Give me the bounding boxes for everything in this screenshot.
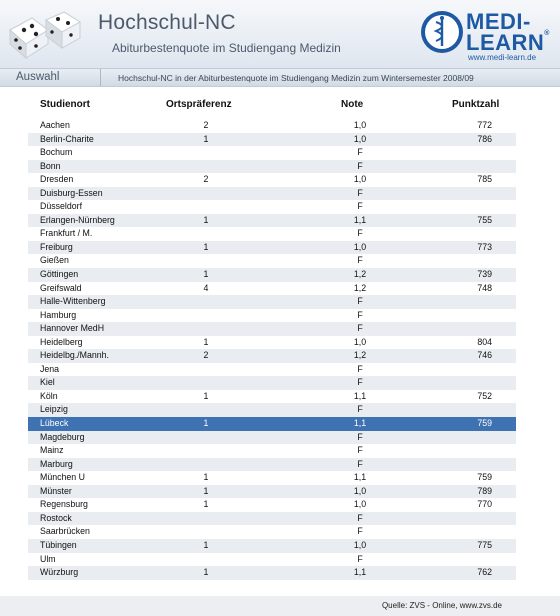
source-note: Quelle: ZVS - Online, www.zvs.de [381,601,502,610]
note-cell: F [357,404,363,415]
note-cell: F [357,445,363,456]
table-row[interactable] [28,322,516,336]
note-cell: 1,1 [353,214,367,225]
note-cell: F [357,187,363,198]
column-header-note: Note [341,99,364,110]
table-row[interactable] [28,336,516,350]
note-cell: F [357,512,363,523]
selection-bar [0,68,560,87]
logo-text-line2-word: LEARN [466,30,545,55]
studienort-cell: Bonn [40,160,61,171]
table-row[interactable] [28,254,516,268]
ortspraeferenz-cell: 4 [203,282,209,293]
table-row[interactable] [28,227,516,241]
header [0,0,560,68]
column-header-ortspraeferenz: Ortspräferenz [166,99,232,110]
table-row[interactable] [28,295,516,309]
table-row[interactable] [28,349,516,363]
table-row[interactable] [28,282,516,296]
note-cell: F [357,160,363,171]
studienort-cell: Magdeburg [40,431,85,442]
table-row[interactable] [28,458,516,472]
studienort-cell: Göttingen [40,269,79,280]
punktzahl-cell: 759 [477,418,492,429]
note-cell: 1,0 [353,485,367,496]
studienort-cell: Aachen [40,120,70,130]
note-cell: 1,0 [353,174,367,185]
punktzahl-cell: 773 [477,241,492,252]
note-cell: 1,1 [353,472,367,483]
studienort-cell: Frankfurt / M. [40,228,93,239]
selection-divider [100,69,101,86]
note-cell: 1,0 [353,336,367,347]
studienort-cell: Freiburg [40,241,73,252]
note-cell: 1,0 [353,133,367,144]
studienort-cell: Berlin-Charite [40,133,94,144]
note-cell: 1,1 [353,567,367,578]
note-cell: 1,0 [353,539,367,550]
table-row[interactable] [28,553,516,567]
studienort-cell: Heidelberg [40,336,83,347]
ortspraeferenz-cell: 1 [203,390,209,401]
ortspraeferenz-cell: 1 [203,336,209,347]
note-cell: 1,0 [353,120,367,130]
table-row[interactable] [28,431,516,445]
ortspraeferenz-cell: 1 [203,539,209,550]
ortspraeferenz-cell: 1 [203,241,209,252]
studienort-cell: Münster [40,485,72,496]
punktzahl-cell: 786 [477,133,492,144]
note-cell: F [357,201,363,212]
logo-url[interactable]: www.medi-learn.de [468,53,537,62]
table-row[interactable] [28,187,516,201]
table-row[interactable] [28,214,516,228]
punktzahl-cell: 752 [477,390,492,401]
punktzahl-cell: 739 [477,269,492,280]
studienort-cell: Mainz [40,445,64,456]
table-row[interactable] [28,363,516,377]
studienort-cell: Rostock [40,512,72,523]
note-cell: 1,0 [353,499,367,510]
studienort-cell: Würzburg [40,567,79,578]
table-row[interactable] [28,309,516,323]
table-row[interactable] [28,133,516,147]
column-header-studienort: Studienort [40,99,90,110]
table-row[interactable] [28,160,516,174]
table-row[interactable] [28,525,516,539]
note-cell: 1,1 [353,418,367,429]
column-header-punktzahl: Punktzahl [452,99,500,110]
note-cell: F [357,431,363,442]
studienort-cell: Jena [40,363,60,374]
ortspraeferenz-cell: 2 [203,120,209,130]
ortspraeferenz-cell: 1 [203,418,209,429]
ortspraeferenz-cell: 2 [203,174,209,185]
studienort-cell: München U [40,472,85,483]
note-cell: F [357,458,363,469]
studienort-cell: Köln [40,390,58,401]
ortspraeferenz-cell: 1 [203,133,209,144]
logo-text-line1: MEDI- [466,9,531,34]
studienort-cell: Erlangen-Nürnberg [40,214,115,225]
note-cell: 1,0 [353,241,367,252]
page-title: Hochschul-NC [98,11,236,34]
studienort-cell: Bochum [40,147,73,158]
studienort-cell: Lübeck [40,418,69,429]
note-cell: 1,2 [353,350,367,361]
ortspraeferenz-cell: 1 [203,269,209,280]
studienort-cell: Marburg [40,458,73,469]
registered-mark: ® [544,30,550,37]
table-row[interactable] [28,200,516,214]
table-row[interactable] [28,417,516,431]
punktzahl-cell: 804 [477,336,492,347]
table-row[interactable] [28,173,516,187]
note-cell: F [357,309,363,320]
studienort-cell: Dresden [40,174,74,185]
note-cell: F [357,553,363,564]
studienort-cell: Ulm [40,553,56,564]
note-cell: 1,1 [353,390,367,401]
table-row[interactable] [28,444,516,458]
note-cell: F [357,323,363,334]
punktzahl-cell: 772 [477,120,492,130]
studienort-cell: Duisburg-Essen [40,187,103,198]
ortspraeferenz-cell: 2 [203,350,209,361]
results-table [28,119,516,580]
ortspraeferenz-cell: 1 [203,499,209,510]
table-row[interactable] [28,268,516,282]
studienort-cell: Kiel [40,377,55,388]
punktzahl-cell: 748 [477,282,492,293]
selection-label[interactable]: Auswahl [16,71,60,83]
caduceus-icon [420,10,464,54]
studienort-cell: Heidelbg./Mannh. [40,350,109,361]
table-row[interactable] [28,498,516,512]
note-cell: 1,2 [353,269,367,280]
table-row[interactable] [28,376,516,390]
page-subtitle: Abiturbestenquote im Studiengang Medizin [112,41,341,55]
note-cell: F [357,296,363,307]
table-row[interactable] [28,512,516,526]
note-cell: F [357,363,363,374]
punktzahl-cell: 775 [477,539,492,550]
table-row[interactable] [28,403,516,417]
table-row[interactable] [28,390,516,404]
note-cell: F [357,228,363,239]
table-row[interactable] [28,566,516,580]
selection-description: Hochschul-NC in der Abiturbestenquote im Studiengang Medizin zum Wintersemester 2008/09 [118,73,474,83]
note-cell: 1,2 [353,282,367,293]
medi-learn-logo[interactable] [420,8,556,64]
table-row[interactable] [28,485,516,499]
table-row[interactable] [28,241,516,255]
punktzahl-cell: 789 [477,485,492,496]
note-cell: F [357,377,363,388]
punktzahl-cell: 785 [477,174,492,185]
studienort-cell: Hamburg [40,309,77,320]
studienort-cell: Düsseldorf [40,201,83,212]
punktzahl-cell: 746 [477,350,492,361]
studienort-cell: Leipzig [40,404,68,415]
studienort-cell: Regensburg [40,499,88,510]
studienort-cell: Gießen [40,255,69,266]
ortspraeferenz-cell: 1 [203,214,209,225]
studienort-cell: Saarbrücken [40,526,90,537]
footer [0,596,560,616]
note-cell: F [357,255,363,266]
ortspraeferenz-cell: 1 [203,567,209,578]
punktzahl-cell: 762 [477,567,492,578]
table-row[interactable] [28,539,516,553]
ortspraeferenz-cell: 1 [203,472,209,483]
studienort-cell: Greifswald [40,282,82,293]
studienort-cell: Tübingen [40,539,77,550]
note-cell: F [357,526,363,537]
table-row[interactable] [28,119,516,133]
table-row[interactable] [28,146,516,160]
dice-icon [6,8,86,60]
studienort-cell: Halle-Wittenberg [40,296,106,307]
punktzahl-cell: 770 [477,499,492,510]
punktzahl-cell: 759 [477,472,492,483]
table-row[interactable] [28,471,516,485]
note-cell: F [357,147,363,158]
ortspraeferenz-cell: 1 [203,485,209,496]
punktzahl-cell: 755 [477,214,492,225]
studienort-cell: Hannover MedH [40,323,105,334]
